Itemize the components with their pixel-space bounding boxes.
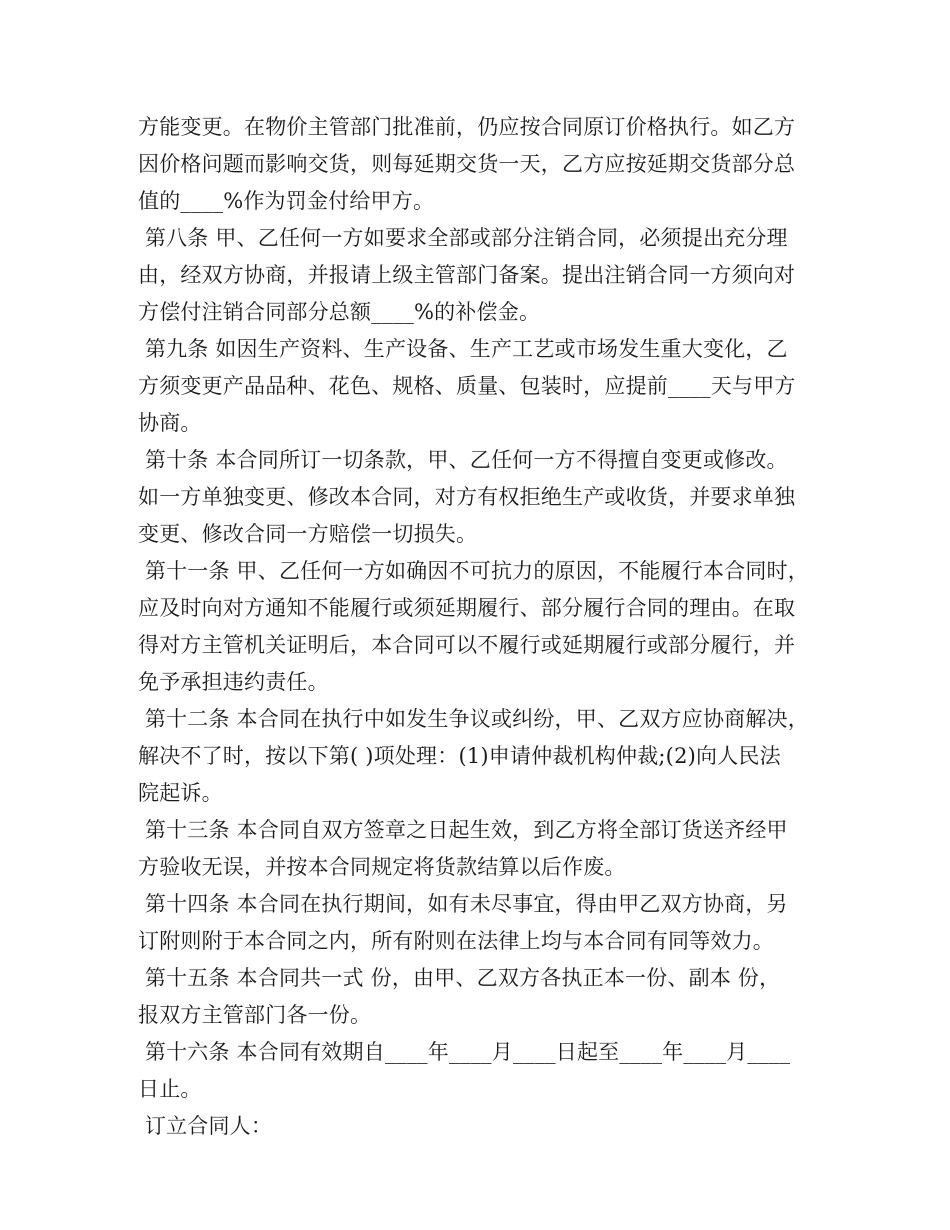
text-line: 应及时向对方通知不能履行或须延期履行、部分履行合同的理由。在取 — [138, 596, 796, 620]
signatory-label: 订立合同人： — [138, 1114, 273, 1138]
text-line: 订附则附于本合同之内，所有附则在法律上均与本合同有同等效力。 — [138, 929, 774, 953]
text-line: 免予承担违约责任。 — [138, 670, 329, 694]
text-line: 第九条 如因生产资料、生产设备、生产工艺或市场发生重大变化，乙 — [138, 337, 788, 361]
text-line: 方偿付注销合同部分总额____%的补偿金。 — [138, 300, 541, 324]
text-line: 方须变更产品品种、花色、规格、质量、包装时，应提前____天与甲方 — [138, 374, 796, 398]
text-line: 方验收无误，并按本合同规定将货款结算以后作废。 — [138, 855, 626, 879]
text-line: 第十六条 本合同有效期自____年____月____日起至____年____月____ — [138, 1040, 791, 1064]
text-line: 日止。 — [138, 1077, 202, 1101]
document-body — [138, 109, 828, 1145]
text-line: 第十条 本合同所订一切条款，甲、乙任何一方不得擅自变更或修改。 — [138, 448, 788, 472]
text-line: 方能变更。在物价主管部门批准前，仍应按合同原订价格执行。如乙方 — [138, 115, 796, 139]
text-line: 第八条 甲、乙任何一方如要求全部或部分注销合同，必须提出充分理 — [138, 226, 788, 250]
text-line: 报双方主管部门各一份。 — [138, 1003, 372, 1027]
text-line: 解决不了时，按以下第( )项处理：(1)申请仲裁机构仲裁;(2)向人民法 — [138, 744, 781, 768]
text-line: 值的____%作为罚金付给甲方。 — [138, 189, 435, 213]
text-line: 第十三条 本合同自双方签章之日起生效，到乙方将全部订货送齐经甲 — [138, 818, 788, 842]
text-line: 协商。 — [138, 411, 202, 435]
text-line: 院起诉。 — [138, 781, 223, 805]
text-line: 第十一条 甲、乙任何一方如确因不可抗力的原因，不能履行本合同时， — [138, 559, 809, 583]
text-line: 因价格问题而影响交货，则每延期交货一天，乙方应按延期交货部分总 — [138, 152, 796, 176]
text-line: 由，经双方协商，并报请上级主管部门备案。提出注销合同一方须向对 — [138, 263, 796, 287]
text-line: 如一方单独变更、修改本合同，对方有权拒绝生产或收货，并要求单独 — [138, 485, 796, 509]
text-line: 第十二条 本合同在执行中如发生争议或纠纷，甲、乙双方应协商解决， — [138, 707, 809, 731]
text-line: 得对方主管机关证明后，本合同可以不履行或延期履行或部分履行，并 — [138, 633, 796, 657]
text-line: 变更、修改合同一方赔偿一切损失。 — [138, 522, 478, 546]
text-line: 第十五条 本合同共一式 份，由甲、乙双方各执正本一份、副本 份， — [138, 966, 781, 990]
text-line: 第十四条 本合同在执行期间，如有未尽事宜，得由甲乙双方协商，另 — [138, 892, 788, 916]
